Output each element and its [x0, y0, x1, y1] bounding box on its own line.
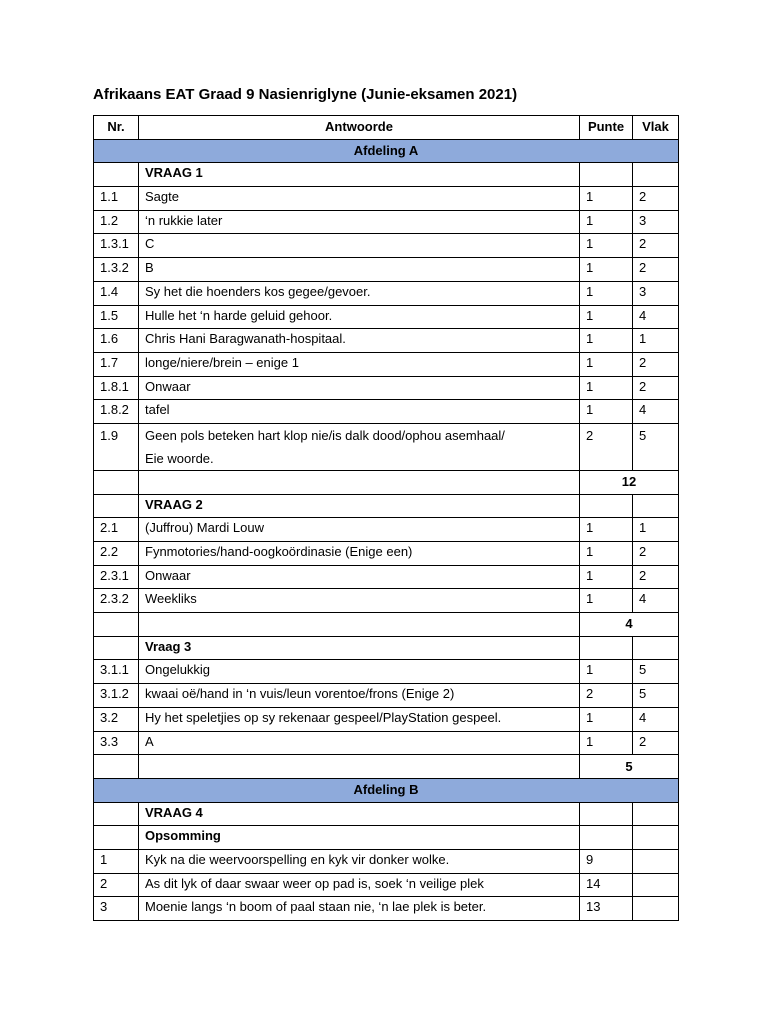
row-answer: B	[139, 258, 580, 282]
table-row	[94, 423, 679, 470]
table-row	[94, 234, 679, 258]
row-area: 4	[633, 400, 679, 424]
table-row	[94, 281, 679, 305]
empty-cell	[580, 802, 633, 826]
row-points: 1	[580, 187, 633, 211]
question-2-total: 4	[580, 613, 679, 637]
row-nr: 1.5	[94, 305, 139, 329]
table-row	[94, 518, 679, 542]
row-nr: 1.8.1	[94, 376, 139, 400]
row-points: 1	[580, 281, 633, 305]
row-answer: Sagte	[139, 187, 580, 211]
question-3-total: 5	[580, 755, 679, 779]
table-row	[94, 400, 679, 424]
empty-cell	[633, 494, 679, 518]
row-nr: 1.3.1	[94, 234, 139, 258]
table-row	[94, 210, 679, 234]
table-row	[94, 684, 679, 708]
header-points: Punte	[580, 116, 633, 140]
empty-cell	[633, 636, 679, 660]
table-row	[94, 589, 679, 613]
row-area	[633, 873, 679, 897]
empty-cell	[94, 636, 139, 660]
empty-cell	[94, 470, 139, 494]
row-answer: Onwaar	[139, 565, 580, 589]
empty-cell	[139, 613, 580, 637]
row-points: 1	[580, 565, 633, 589]
row-answer: C	[139, 234, 580, 258]
row-points: 1	[580, 731, 633, 755]
row-answer: Ongelukkig	[139, 660, 580, 684]
row-answer: Moenie langs ‘n boom of paal staan nie, ‘n lae plek is beter.	[139, 897, 580, 921]
row-answer: A	[139, 731, 580, 755]
empty-cell	[580, 163, 633, 187]
row-area: 2	[633, 542, 679, 566]
empty-cell	[633, 826, 679, 850]
row-area: 1	[633, 518, 679, 542]
row-answer: Onwaar	[139, 376, 580, 400]
empty-cell	[139, 470, 580, 494]
question-3-heading-row	[94, 636, 679, 660]
row-nr: 3	[94, 897, 139, 921]
row-points: 1	[580, 660, 633, 684]
row-points: 14	[580, 873, 633, 897]
row-nr: 3.3	[94, 731, 139, 755]
table-row	[94, 376, 679, 400]
row-points: 1	[580, 329, 633, 353]
question-2-heading: VRAAG 2	[139, 494, 580, 518]
header-answers: Antwoorde	[139, 116, 580, 140]
row-answer: Hulle het ‘n harde geluid gehoor.	[139, 305, 580, 329]
row-area: 3	[633, 210, 679, 234]
table-row	[94, 873, 679, 897]
row-area: 5	[633, 660, 679, 684]
row-nr: 1.8.2	[94, 400, 139, 424]
row-answer: (Juffrou) Mardi Louw	[139, 518, 580, 542]
row-nr: 2.3.1	[94, 565, 139, 589]
row-area: 2	[633, 258, 679, 282]
row-area: 1	[633, 329, 679, 353]
empty-cell	[139, 755, 580, 779]
row-area: 2	[633, 352, 679, 376]
row-nr: 3.1.2	[94, 684, 139, 708]
row-nr: 1	[94, 849, 139, 873]
table-row	[94, 352, 679, 376]
row-points: 1	[580, 210, 633, 234]
empty-cell	[94, 494, 139, 518]
empty-cell	[94, 755, 139, 779]
empty-cell	[94, 613, 139, 637]
empty-cell	[580, 826, 633, 850]
table-row	[94, 660, 679, 684]
document-title: Afrikaans EAT Graad 9 Nasienriglyne (Junie-eksamen 2021)	[93, 86, 518, 103]
table-row	[94, 305, 679, 329]
row-area: 2	[633, 376, 679, 400]
row-answer: longe/niere/brein – enige 1	[139, 352, 580, 376]
question-1-total-row	[94, 470, 679, 494]
header-row	[94, 116, 679, 140]
row-area	[633, 897, 679, 921]
row-nr: 1.4	[94, 281, 139, 305]
question-1-heading: VRAAG 1	[139, 163, 580, 187]
row-points: 1	[580, 542, 633, 566]
row-points: 1	[580, 234, 633, 258]
table-row	[94, 897, 679, 921]
empty-cell	[580, 636, 633, 660]
row-answer: Sy het die hoenders kos gegee/gevoer.	[139, 281, 580, 305]
row-nr: 2.1	[94, 518, 139, 542]
table-row	[94, 849, 679, 873]
row-area: 2	[633, 187, 679, 211]
row-answer	[139, 423, 580, 470]
row-nr: 2.3.2	[94, 589, 139, 613]
row-area: 5	[633, 423, 679, 470]
question-2-heading-row	[94, 494, 679, 518]
row-nr: 1.7	[94, 352, 139, 376]
row-points: 1	[580, 376, 633, 400]
empty-cell	[633, 163, 679, 187]
table-row	[94, 329, 679, 353]
header-area: Vlak	[633, 116, 679, 140]
row-answer: kwaai oë/hand in ‘n vuis/leun vorentoe/frons (Enige 2)	[139, 684, 580, 708]
table-row	[94, 258, 679, 282]
question-4-heading: VRAAG 4	[139, 802, 580, 826]
question-1-total: 12	[580, 470, 679, 494]
row-points: 1	[580, 400, 633, 424]
row-points: 2	[580, 684, 633, 708]
table-row	[94, 187, 679, 211]
row-area: 4	[633, 707, 679, 731]
question-4-subheading-row	[94, 826, 679, 850]
question-1-heading-row	[94, 163, 679, 187]
empty-cell	[94, 826, 139, 850]
question-4-subheading: Opsomming	[139, 826, 580, 850]
question-2-total-row	[94, 613, 679, 637]
row-points: 9	[580, 849, 633, 873]
section-a-row	[94, 139, 679, 163]
row-answer: As dit lyk of daar swaar weer op pad is, soek ‘n veilige plek	[139, 873, 580, 897]
row-answer: Kyk na die weervoorspelling en kyk vir donker wolke.	[139, 849, 580, 873]
empty-cell	[94, 802, 139, 826]
row-area: 4	[633, 589, 679, 613]
row-points: 1	[580, 352, 633, 376]
row-nr: 3.1.1	[94, 660, 139, 684]
row-points: 1	[580, 518, 633, 542]
empty-cell	[94, 163, 139, 187]
row-nr: 1.3.2	[94, 258, 139, 282]
row-area: 2	[633, 565, 679, 589]
row-points: 2	[580, 423, 633, 470]
row-answer: Fynmotories/hand-oogkoördinasie (Enige een)	[139, 542, 580, 566]
section-b-label: Afdeling B	[94, 778, 679, 802]
row-area: 2	[633, 731, 679, 755]
row-nr: 1.6	[94, 329, 139, 353]
row-area	[633, 849, 679, 873]
row-points: 1	[580, 589, 633, 613]
table-row	[94, 542, 679, 566]
row-nr: 2.2	[94, 542, 139, 566]
row-nr: 3.2	[94, 707, 139, 731]
section-b-row	[94, 778, 679, 802]
row-area: 4	[633, 305, 679, 329]
memo-table	[93, 115, 679, 921]
table-row	[94, 707, 679, 731]
row-points: 1	[580, 707, 633, 731]
table-row	[94, 731, 679, 755]
row-area: 5	[633, 684, 679, 708]
answer-line-2: Eie woorde.	[145, 450, 214, 466]
question-3-total-row	[94, 755, 679, 779]
row-area: 3	[633, 281, 679, 305]
question-4-heading-row	[94, 802, 679, 826]
row-points: 13	[580, 897, 633, 921]
row-points: 1	[580, 305, 633, 329]
row-area: 2	[633, 234, 679, 258]
row-answer: Hy het speletjies op sy rekenaar gespeel/PlayStation gespeel.	[139, 707, 580, 731]
row-answer: Weekliks	[139, 589, 580, 613]
row-answer: ‘n rukkie later	[139, 210, 580, 234]
row-answer: tafel	[139, 400, 580, 424]
row-nr: 2	[94, 873, 139, 897]
header-nr: Nr.	[94, 116, 139, 140]
section-a-label: Afdeling A	[94, 139, 679, 163]
empty-cell	[633, 802, 679, 826]
question-3-heading: Vraag 3	[139, 636, 580, 660]
table-row	[94, 565, 679, 589]
answer-line-1: Geen pols beteken hart klop nie/is dalk dood/ophou asemhaal/	[145, 427, 505, 443]
row-nr: 1.9	[94, 423, 139, 470]
row-points: 1	[580, 258, 633, 282]
row-answer: Chris Hani Baragwanath-hospitaal.	[139, 329, 580, 353]
empty-cell	[580, 494, 633, 518]
row-nr: 1.2	[94, 210, 139, 234]
row-nr: 1.1	[94, 187, 139, 211]
